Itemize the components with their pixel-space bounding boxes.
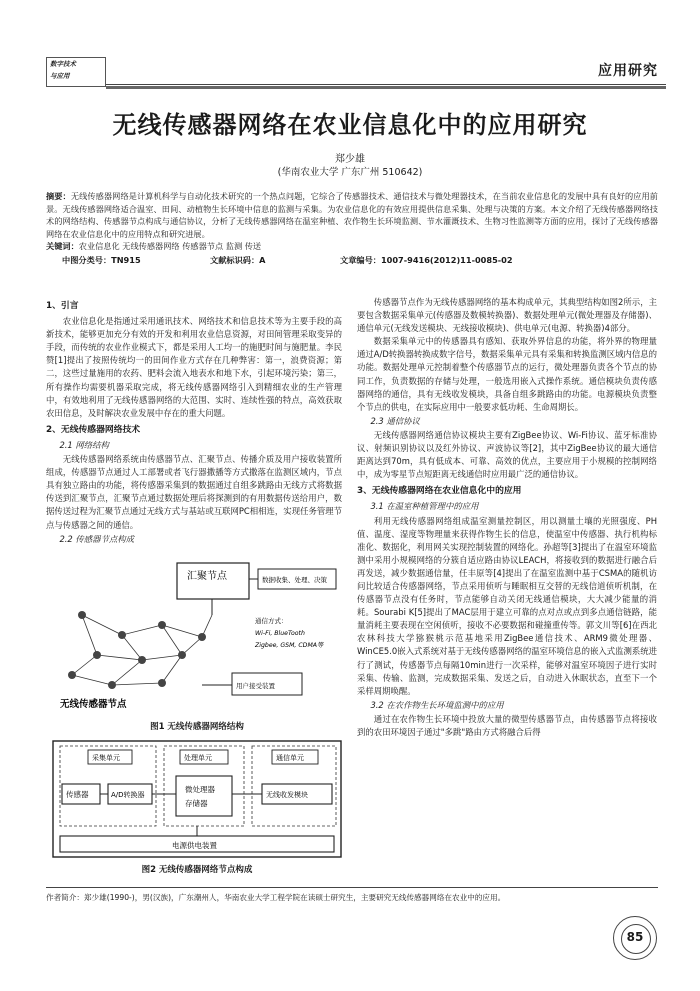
section-heading-1: 1、引言 [46,301,79,311]
processing-label: 数据收集、处理、决策 [262,576,327,584]
figure-1-diagram [52,555,342,720]
section-heading-3: 3、无线传感器网络在农业信息化中的应用 [357,486,522,497]
keywords-label: 关键词： [46,241,79,251]
page-number-badge [613,916,657,960]
paper-title: 无线传感器网络在农业信息化中的应用研究 [112,110,588,139]
subsection-3-1: 3.1 在温室种植管理中的应用 [370,501,479,512]
document-code: 文献标识码：A [210,255,266,265]
power-supply-label: 电源供电装置 [172,841,217,850]
adc-box-label: A/D转换器 [111,791,145,799]
abstract-block [46,190,658,253]
figure-2-caption: 图2 无线传感器网络节点构成 [141,865,253,875]
sink-node-label: 汇聚节点 [187,571,227,582]
left-column [46,296,342,547]
comm-mode-label: 通信方式： [255,617,288,625]
author-bio: 作者简介：郑少雄(1990-)，男(汉族)，广东潮州人，华南农业大学工程学院在读硕士研究生，主要研究无线传感器网络在农业中的应用。 [46,893,506,902]
comm-mode-list2: Zigbee, GSM, CDMA等 [255,642,324,649]
sensor-box-label: 传感器 [66,790,89,799]
paragraph-node-structure: 传感器节点作为无线传感器网络的基本构成单元，其典型结构如图2所示，主要包含数据采集单元(传感器及数模转换器)、数据处理单元(微处理器及存储器)、通信单元(无线发送模块、无线接收模块)、供电单元(电源、转换器)4部分。 [357,297,657,334]
section-heading-2: 2、无线传感器网络技术 [46,424,141,435]
figure-1-caption: 图1 无线传感器网络结构 [150,722,244,732]
header-bar [106,86,666,89]
footer-rule [46,887,658,888]
page-number: 85 [626,930,644,944]
keywords-text: 农业信息化 无线传感器网络 传感器节点 监测 传送 [78,241,262,251]
paragraph-greenhouse: 利用无线传感器网络组成温室测量控制区，用以测量土壤的光照强度、PH值、温度、湿度等物理量来获得作物生长的信息，使温室中传感器、执行机构标准化、数据化，利用网关实现控制装置的网络化。孙超等[3]提出了在温室环境监测中采用小规模网络的分簇自适应路由协议LEACH，将接收到的数据进行融合后再发送，减少数据通信量，任丰原等[4]提出了在温室监测中基于CSMA的随机访问比较适合传感器网络，节点采用侦听与睡眠相互交替的无线信道侦听机制，在传感器节点没有任务时，节点能够自动关闭无线通信模块，大大减少能量的消耗。Sourabi K[5]提出了MAC层用于建立可靠的点对点或点到多点通信链路，能量消耗主要表现在空闲侦听，接收不必要数据和碰撞重传等。郭文川等[6]在西北农林科技大学猕猴桃示范基地采用ZigBee通信技术、ARM9微处理器、WinCE5.0嵌入式系统对基于无线传感器网络的温室环境信息的嵌入式监测系统进行了测试，传感器节点每隔10min进行一次采样，能够对温室环境因子进行实时采集、传输、监测，完成数据采集、发送之后，自动进入休眠状态，直至下一个采样周期唤醒。 [357,515,657,696]
figure-2-diagram [52,740,342,858]
paragraph-crop-monitoring: 通过在农作物生长环境中投放大量的微型传感器节点，由传感器节点将接收到的农田环境因子通过"多跳"路由方式将融合后得 [357,713,657,737]
collect-unit-label: 采集单元 [92,754,120,762]
journal-logo [46,57,106,87]
header-rule [106,84,666,85]
comm-mode-list: Wi-Fi, BlueTooth [255,630,305,637]
subsection-2-3: 2.3 通信协议 [370,415,420,426]
paragraph-protocols: 无线传感器网络通信协议模块主要有ZigBee协议、Wi-Fi协议、蓝牙标准协议、射频识别协议以及红外协议、声波协议等[2]，其中ZigBee协议的最大通信距离达到70m，具有低成本、可靠、高效的优点，主要应用于小规模的控制网络中，成为零星节点短距离无线通信时应用最广泛的通信协议。 [357,429,657,480]
figure-2 [52,740,342,858]
subsection-3-2: 3.2 在农作物生长环境监测中的应用 [370,699,504,710]
paragraph-network-structure: 无线传感器网络系统由传感器节点、汇聚节点、传播介质及用户接收装置所组成，传感器节点通过人工部署或者飞行器撒播等方式撒落在监测区域内，节点具有独立路由的功能，将传感器采集到的数据通过自组多跳路由无线方式将数据传送到汇聚节点，汇聚节点通过数据处理后将探测到的有用数据传送给用户，数据传送过程为汇聚节点通过无线方式与基站或互联网PC相相连，实现任务管理节点与传感器之间的通信。 [46,454,342,530]
section-label: 应用研究 [598,63,658,79]
clc-number: 中图分类号：TN915 [62,255,141,265]
sensor-nodes-label: 无线传感器节点 [60,699,127,710]
paragraph-node-units: 数据采集单元中的传感器具有感知、获取外界信息的功能，将外界的物理量通过A/D转换器转换成数字信号，数据采集单元具有采集和转换监测区域内信息的功能。数据处理单元控制着整个传感器节点的运行，微处理器负责各个节点的协同工作，负责数据的存储与处理，一般选用嵌入式操作系统。通信模块负责传感器网络的通信，具有无线收发模块，具备自组多跳路由的功能。电源模块负责整个节点的供电，在实际应用中一般要求低功耗、生命周期长。 [357,336,657,412]
abstract-label: 摘要： [46,191,71,201]
right-column [357,296,657,739]
figure-1 [52,555,342,720]
comm-unit-label: 通信单元 [276,754,304,762]
journal-logo-line2: 与应用 [50,72,70,80]
paragraph-intro: 农业信息化是指通过采用通讯技术、网络技术和信息技术等为主要手段的高新技术，能够更加充分有效的开发和利用农业信息资源，对田间管理采取变异的手段，而传统的农业作业模式下，都是采用人工均一的施肥时间与施肥量。李民赞[1]提出了按照传统均一的田间作业方式存在几种弊害：第一，浪费资源；第二，这些过量施用的农药、肥料会流入地表水和地下水，引起环境污染；第三，所有操作均需要机器采取完成，将无线传感器网络引入到精细农业的生产管理中，有效地利用了无线传感器网络的大范围、实时、连续性强的特点，高效获取农田信息，及时解决农业发展中存在的重大问题。 [46,316,342,418]
author-name: 郑少雄 [335,154,365,165]
mcu-label: 微处理器 [185,785,215,794]
subsection-2-2: 2.2 传感器节点构成 [59,533,135,544]
abstract-text: 无线传感器网络是计算机科学与自动化技术研究的一个热点问题，它综合了传感器技术、通信技术与微处理器技术，在当前农业信息化的发展中具有良好的应用前景。无线传感器网络适合温室、田间、动植物生长环境中信息的监测与采集。为农业信息化的有效应用提供信息采集、处理与决策的方案。本文介绍了无线传感器网络技术的网络结构、传感器节点构成与通信协议，分析了无线传感器网络在温室种植、农作物生长环境监测、节水灌溉技术、生物习性监测等方面的应用，探讨了无线传感器网络在农业信息化中的应用特点和研究进展。 [46,191,658,239]
author-affiliation: (华南农业大学 广东广州 510642) [277,167,423,178]
journal-logo-line1: 数字技术 [50,60,76,68]
sensor-network-mesh [68,611,212,689]
memory-label: 存储器 [185,799,208,808]
user-device-label: 用户接受装置 [236,682,275,690]
process-unit-label: 处理单元 [184,754,212,762]
subsection-2-1: 2.1 网络结构 [59,439,109,450]
transceiver-label: 无线收发模块 [266,791,308,799]
article-number: 文章编号：1007-9416(2012)11-0085-02 [340,255,513,265]
